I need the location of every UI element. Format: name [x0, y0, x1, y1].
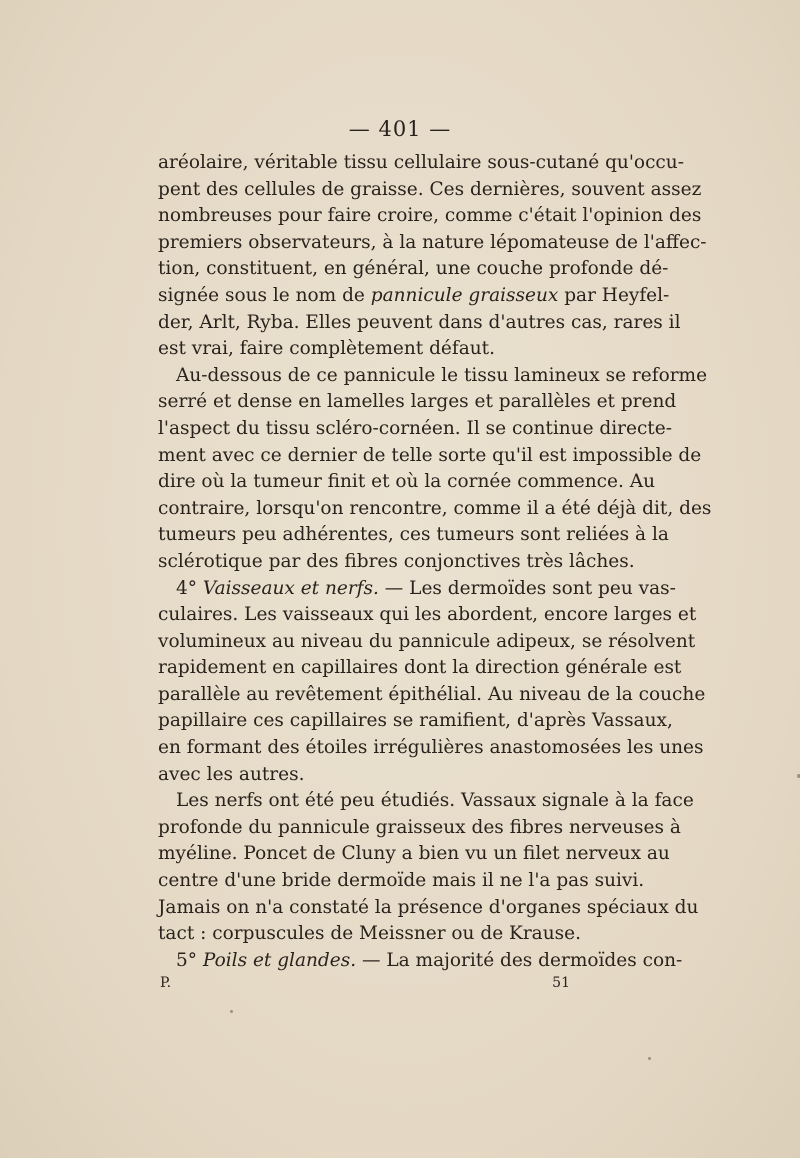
italic-text: Poils et glandes.: [202, 949, 357, 971]
text-run: avec les autres.: [158, 763, 305, 785]
text-line: [158, 602, 697, 629]
text-run: nombreuses pour faire croire, comme c'était l'opinion des: [158, 205, 702, 227]
text-line: [158, 256, 669, 283]
text-run: papillaire ces capillaires se ramifient, d'après Vassaux,: [158, 710, 673, 732]
text-run: myéline. Poncet de Cluny a bien vu un filet nerveux au: [158, 843, 670, 865]
text-run: tumeurs peu adhérentes, ces tumeurs sont reliées à la: [158, 524, 669, 546]
text-line: [158, 496, 712, 523]
text-run: parallèle au revêtement épithélial. Au niveau de la couche: [158, 683, 706, 705]
text-run: 4°: [176, 577, 203, 599]
text-run: volumineux au niveau du pannicule adipeux, se résolvent: [158, 630, 696, 652]
text-run: par Heyfel-: [558, 284, 670, 306]
text-run: aréolaire, véritable tissu cellulaire sous-cutané qu'occu-: [158, 152, 684, 173]
footer: [160, 975, 570, 997]
text-line: [158, 522, 669, 549]
text-run: — Les dermoïdes sont peu vas-: [378, 577, 676, 599]
text-line: [158, 735, 704, 762]
text-run: Au-dessous de ce pannicule le tissu lamineux se reforme: [176, 364, 708, 386]
text-line: [158, 336, 628, 363]
text-run: 5°: [176, 949, 203, 971]
text-run: en formant des étoiles irrégulières anastomosées les unes: [158, 737, 704, 759]
text-line: [158, 416, 672, 443]
text-run: signée sous le nom de: [158, 284, 371, 306]
text-line: [158, 576, 676, 603]
text-line: [158, 310, 681, 337]
text-line: [158, 948, 683, 975]
text-line: [158, 203, 702, 230]
text-run: serré et dense en lamelles larges et parallèles et prend: [158, 391, 677, 413]
page-number: — 401 —: [348, 117, 452, 141]
text-line: [158, 841, 670, 868]
text-line: [158, 629, 696, 656]
text-run: premiers observateurs, à la nature lépomateuse de l'affec-: [158, 231, 707, 253]
text-line: [158, 868, 645, 895]
italic-text: pannicule graisseux: [370, 284, 559, 306]
text-run: sclérotique par des fibres conjonctives très lâches.: [158, 550, 635, 572]
text-run: profonde du pannicule graisseux des fibres nerveuses à: [158, 816, 681, 838]
text-run: l'aspect du tissu scléro-cornéen. Il se continue directe-: [158, 417, 672, 439]
text-run: pent des cellules de graisse. Ces dernières, souvent assez: [158, 178, 702, 200]
text-line: [158, 895, 699, 922]
italic-text: Vaisseaux et nerfs.: [202, 577, 379, 599]
paper-speck: [648, 1057, 651, 1060]
text-line: [158, 682, 706, 709]
text-line: [158, 788, 694, 815]
text-line: [158, 469, 656, 496]
signature-mark-right: 51: [552, 975, 570, 991]
text-line: [158, 230, 707, 257]
text-line: [158, 443, 702, 470]
text-line: [158, 389, 677, 416]
text-run: Les nerfs ont été peu étudiés. Vassaux signale à la face: [176, 790, 694, 812]
text-run: dire où la tumeur finit et où la cornée commence. Au: [158, 471, 656, 493]
signature-mark-left: P.: [160, 975, 172, 991]
text-line: [158, 549, 635, 576]
body-text: [158, 150, 712, 974]
text-line: [158, 283, 670, 310]
text-line: [158, 815, 681, 842]
text-run: ment avec ce dernier de telle sorte qu'il est impossible de: [158, 444, 702, 466]
text-line: [158, 762, 628, 789]
text-line: [158, 363, 708, 390]
text-run: tion, constituent, en général, une couche profonde dé-: [158, 258, 669, 280]
text-run: Jamais on n'a constaté la présence d'organes spéciaux du: [158, 896, 699, 918]
text-run: der, Arlt, Ryba. Elles peuvent dans d'autres cas, rares il: [158, 311, 681, 333]
text-line: [158, 655, 682, 682]
text-run: culaires. Les vaisseaux qui les abordent, encore larges et: [158, 604, 697, 626]
text-run: contraire, lorsqu'on rencontre, comme il a été déjà dit, des: [158, 497, 712, 519]
text-run: — La majorité des dermoïdes con-: [356, 949, 683, 971]
text-run: rapidement en capillaires dont la direction générale est: [158, 657, 682, 679]
text-line: [158, 921, 628, 948]
text-line: [158, 150, 684, 177]
text-line: [158, 708, 673, 735]
text-run: est vrai, faire complètement défaut.: [158, 338, 495, 360]
text-line: [158, 177, 702, 204]
text-run: centre d'une bride dermoïde mais il ne l'a pas suivi.: [158, 870, 645, 892]
paper-speck: [230, 1010, 233, 1013]
text-run: tact : corpuscules de Meissner ou de Krause.: [158, 923, 581, 945]
